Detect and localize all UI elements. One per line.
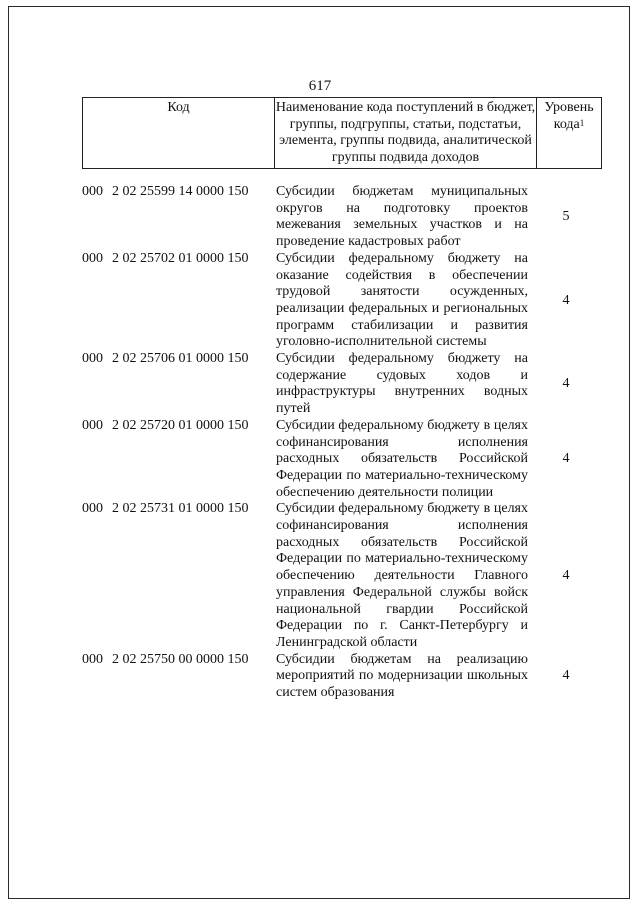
table-row [82,501,602,651]
row-prefix: 000 [82,351,103,367]
row-prefix: 000 [82,184,103,199]
header-code: Код [82,98,274,168]
table-row [82,351,602,418]
row-name: Субсидии бюджетам на реализацию мероприятий по модернизации школьных систем образования [276,651,528,701]
header-level-footnote: 1 [579,117,585,128]
row-level: 4 [562,568,570,584]
row-level: 4 [562,292,570,308]
row-name: Субсидии бюджетам муниципальных округов на подготовку проектов межевания земельных участков и на проведение кадастровых работ [276,184,528,250]
page-number: 617 [308,78,332,94]
row-level: 4 [562,668,570,684]
table-row [82,652,602,702]
header-level [536,98,602,168]
row-code: 2 02 25599 14 0000 150 [112,184,249,199]
table-row [82,184,602,251]
row-name: Субсидии федеральному бюджету на оказание содействия в обеспечении трудовой занятости осужденных, реализации федеральных и региональных программ стабилизации и развития уголовно-исполнительной системы [276,250,528,350]
row-code: 2 02 25706 01 0000 150 [112,351,249,367]
table-body [82,184,602,702]
row-level: 5 [562,209,570,225]
table-row [82,418,602,502]
header-name: Наименование кода поступлений в бюджет, группы, подгруппы, статьи, подстатьи, элемента, группы подвида, аналитической группы подвида доходов [274,98,536,168]
table-header [82,97,602,169]
row-name: Субсидии федеральному бюджету в целях софинансирования исполнения расходных обязательств Российской Федерации по материально-техническому обеспечению деятельности полиции [276,417,528,500]
row-prefix: 000 [82,417,103,433]
row-name: Субсидии федеральному бюджету в целях софинансирования исполнения расходных обязательств Российской Федерации по материально-техническому обеспечению деятельности Главного управления Федеральной службы войск национальной гвардии Российской Федерации по г. Санкт-Петербургу и Ленинградской области [276,501,528,650]
row-code: 2 02 25750 00 0000 150 [112,651,249,667]
row-name: Субсидии федеральному бюджету на содержание судовых ходов и инфраструктуры внутренних водных путей [276,351,528,417]
header-level-label: Уровень код [544,100,594,132]
row-level: 4 [562,376,570,392]
header-level-tail: а [573,116,580,132]
row-prefix: 000 [82,651,103,667]
row-code: 2 02 25731 01 0000 150 [112,501,249,517]
table-row [82,251,602,351]
row-level: 4 [562,451,570,467]
row-prefix: 000 [82,501,103,517]
row-prefix: 000 [82,250,103,266]
row-code: 2 02 25720 01 0000 150 [112,417,249,433]
row-code: 2 02 25702 01 0000 150 [112,250,249,266]
